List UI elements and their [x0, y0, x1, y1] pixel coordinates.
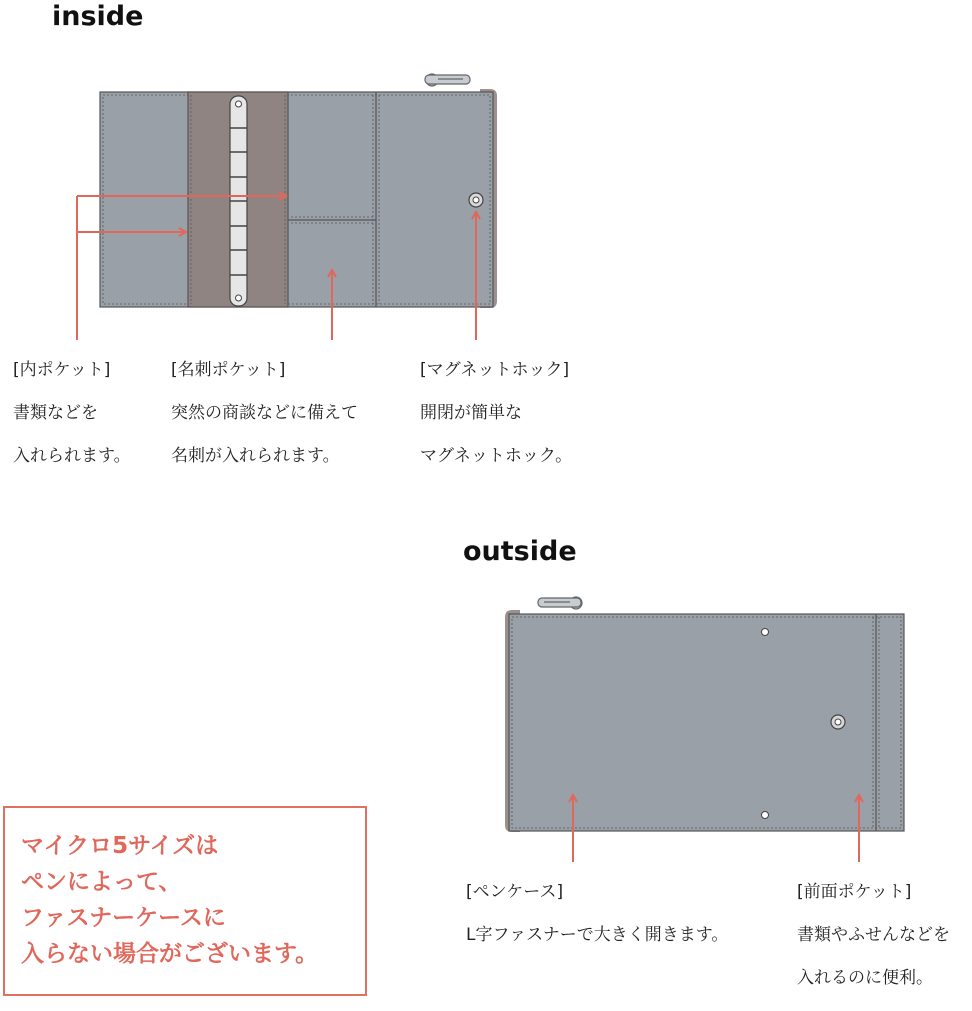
rivet-top — [762, 629, 769, 636]
zipper-pull-inside — [425, 74, 470, 86]
label-front-pocket-line: 書類やふせんなどを — [797, 925, 950, 945]
label-magnet-snap-line: マグネットホック。 — [420, 446, 573, 466]
binder-rings — [230, 96, 247, 306]
label-inner-pocket — [13, 360, 131, 489]
inside-organizer — [100, 74, 497, 308]
size-note-line: ペンによって、 — [21, 869, 182, 895]
label-pen-case — [466, 882, 728, 968]
size-note-line: 入らない場合がございます。 — [21, 941, 319, 967]
zipper-pull-outside — [538, 597, 582, 609]
outside-organizer — [505, 597, 904, 832]
label-front-pocket — [797, 882, 950, 1011]
label-front-pocket-line: 入れるのに便利。 — [797, 968, 933, 988]
size-note-box — [3, 806, 367, 996]
label-inner-pocket-title: [内ポケット] — [13, 360, 111, 380]
label-pen-case-title: [ペンケース] — [466, 882, 564, 902]
label-card-pocket-line: 名刺が入れられます。 — [171, 446, 340, 466]
label-card-pocket-line: 突然の商談などに備えて — [171, 403, 358, 423]
outside-heading: outside — [463, 536, 577, 567]
label-card-pocket-title: [名刺ポケット] — [171, 360, 286, 380]
label-magnet-snap — [420, 360, 572, 489]
label-magnet-snap-line: 開閉が簡単な — [420, 403, 522, 423]
label-card-pocket — [171, 360, 358, 489]
label-inner-pocket-line: 入れられます。 — [13, 446, 131, 466]
label-inner-pocket-line: 書類などを — [13, 403, 98, 423]
rivet-bottom — [762, 812, 769, 819]
inside-heading: inside — [52, 1, 144, 32]
label-front-pocket-title: [前面ポケット] — [797, 882, 912, 902]
label-pen-case-line: L字ファスナーで大きく開きます。 — [466, 925, 729, 945]
inside-body — [100, 92, 493, 307]
size-note-line: マイクロ5サイズは — [21, 833, 219, 859]
magnet-snap-outside — [831, 715, 845, 729]
size-note-line: ファスナーケースに — [21, 905, 226, 931]
label-magnet-snap-title: [マグネットホック] — [420, 360, 570, 380]
magnet-snap-inside — [469, 193, 483, 207]
